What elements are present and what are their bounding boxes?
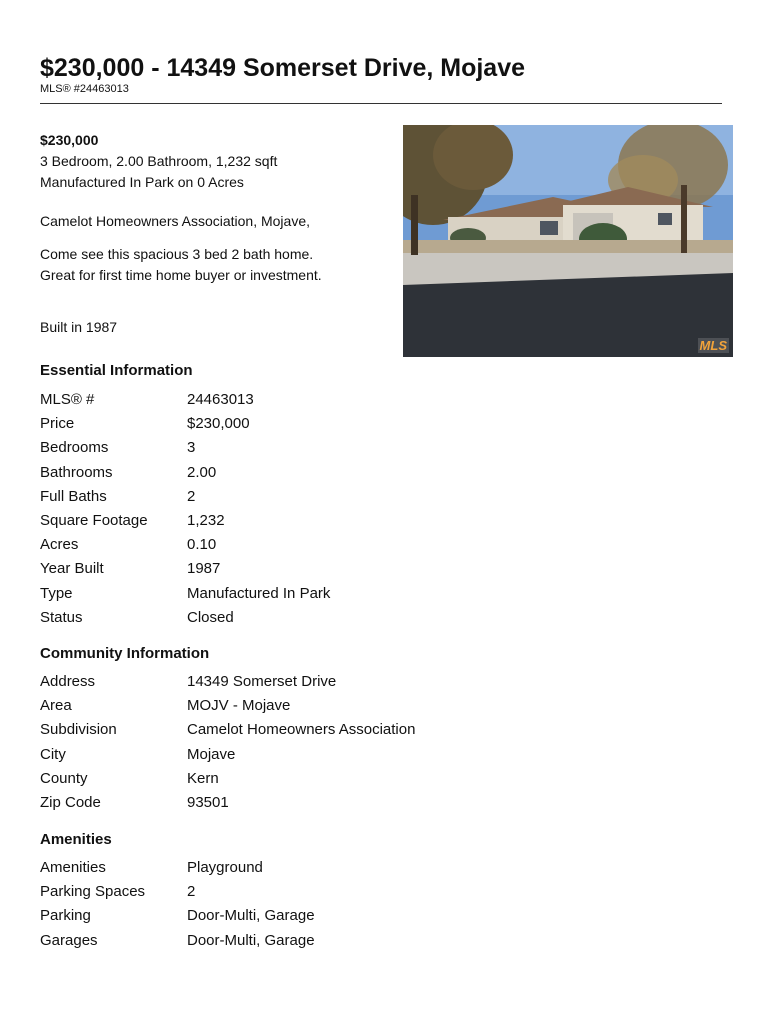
essential-row [40,557,330,581]
essential-row [40,582,330,606]
page-title: $230,000 - 14349 Somerset Drive, Mojave [40,54,526,82]
row-value: $230,000 [187,415,250,433]
row-value: 93501 [187,793,229,811]
amenities-table [40,856,315,953]
amenities-heading: Amenities [40,831,112,848]
row-value: Kern [187,769,219,787]
essential-information-table [40,388,330,630]
amenities-row [40,856,315,880]
row-label: City [40,745,66,763]
row-label: Price [40,415,75,433]
row-label: MLS® # [40,391,95,408]
community-row [40,791,415,815]
summary-community: Camelot Homeowners Association, Mojave, [40,213,311,229]
row-label: Acres [40,536,79,554]
essential-row [40,388,330,412]
essential-row [40,436,330,460]
row-label: Square Footage [40,511,148,529]
essential-row [40,461,330,485]
row-label: Type [40,584,73,602]
property-photo [403,125,733,357]
row-value: Manufactured In Park [187,584,331,602]
listing-summary [40,130,390,338]
row-value: 2 [187,883,196,901]
row-value: Camelot Homeowners Association [187,721,416,739]
row-label: County [40,769,88,787]
row-value: 14349 Somerset Drive [187,673,337,690]
row-label: Address [40,673,96,690]
row-label: Subdivision [40,721,117,739]
amenities-row [40,904,315,928]
essential-information-heading: Essential Information [40,362,193,379]
summary-beds-baths-sqft: 3 Bedroom, 2.00 Bathroom, 1,232 sqft [40,153,278,169]
community-row [40,670,415,694]
essential-row [40,412,330,436]
header-divider [40,103,722,104]
community-information-table [40,670,415,815]
summary-type-acres: Manufactured In Park on 0 Acres [40,174,244,190]
row-value: 24463013 [187,391,254,408]
row-label: Full Baths [40,487,107,505]
row-value: 2 [187,487,196,505]
row-value: Door-Multi, Garage [187,931,315,949]
essential-row [40,606,330,630]
row-value: 2.00 [187,463,217,481]
row-value: Closed [187,608,234,626]
row-label: Year Built [40,560,104,578]
essential-row [40,509,330,533]
summary-price: $230,000 [40,132,99,148]
summary-description-line-1: Come see this spacious 3 bed 2 bath home. [40,246,314,262]
row-label: Area [40,697,72,715]
row-label: Parking [40,907,91,925]
row-value: 0.10 [187,536,217,554]
community-row [40,767,415,791]
essential-row [40,533,330,557]
essential-row [40,485,330,509]
row-value: Playground [187,859,263,876]
community-row [40,694,415,718]
row-label: Parking Spaces [40,883,146,901]
row-value: Mojave [187,745,236,763]
summary-year-built: Built in 1987 [40,319,118,335]
amenities-row [40,880,315,904]
row-value: 1987 [187,560,221,578]
row-label: Status [40,608,83,626]
row-label: Zip Code [40,793,101,811]
community-row [40,743,415,767]
summary-description-line-2: Great for first time home buyer or investment. [40,267,322,283]
mls-number-subtitle: MLS® #24463013 [40,83,129,95]
row-label: Bedrooms [40,439,109,457]
property-photo-image [403,125,733,357]
row-label: Bathrooms [40,463,113,481]
row-label: Garages [40,931,98,949]
row-label: Amenities [40,859,106,876]
row-value: 1,232 [187,511,225,529]
community-information-heading: Community Information [40,645,210,662]
row-value: MOJV - Mojave [187,697,291,715]
row-value: Door-Multi, Garage [187,907,315,925]
amenities-row [40,929,315,953]
mls-watermark-logo: MLS [699,338,727,353]
community-row [40,718,415,742]
row-value: 3 [187,439,196,457]
